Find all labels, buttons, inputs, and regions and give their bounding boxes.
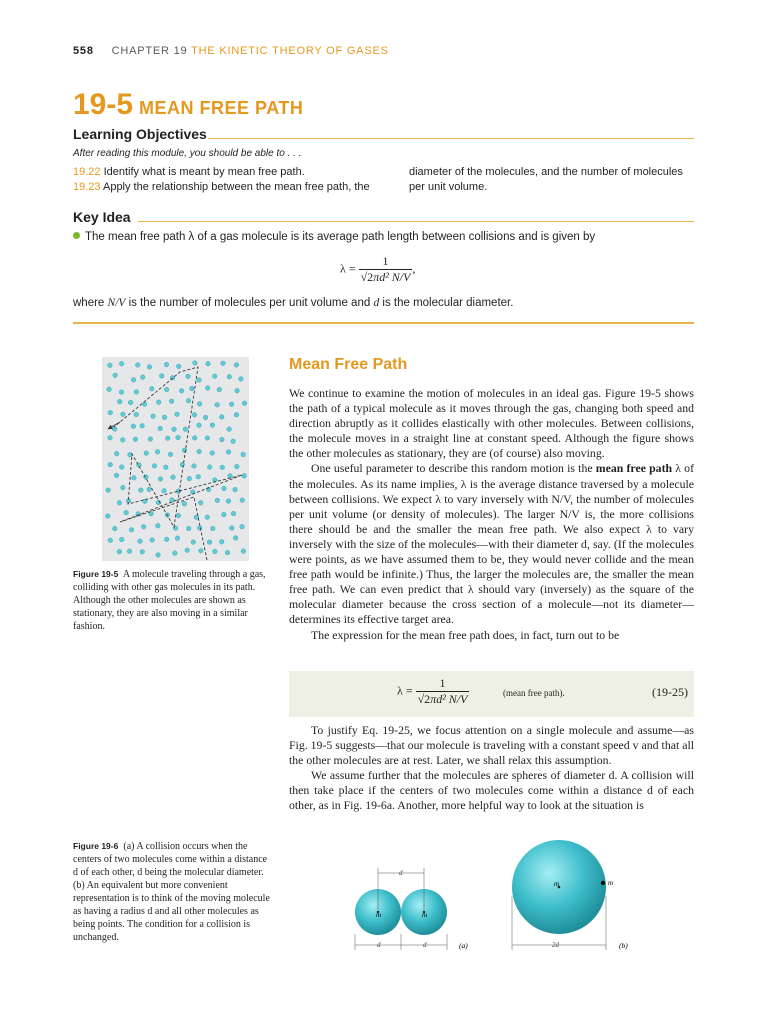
- gas-molecule: [173, 551, 178, 556]
- gas-molecule: [185, 548, 190, 553]
- gas-molecule: [219, 540, 224, 545]
- gas-molecule: [119, 390, 124, 395]
- gas-molecule: [227, 374, 232, 379]
- gas-molecule: [235, 388, 240, 393]
- gas-molecule: [205, 436, 210, 441]
- gas-molecule: [175, 536, 180, 541]
- gas-molecule: [128, 400, 133, 405]
- gas-molecule: [152, 464, 157, 469]
- gas-molecule: [176, 435, 181, 440]
- svg-text:d: d: [377, 941, 381, 949]
- gas-molecule: [135, 363, 140, 368]
- gas-molecule: [121, 485, 126, 490]
- key-idea-heading: Key Idea: [73, 209, 131, 225]
- point-molecule: [601, 881, 605, 885]
- gas-molecule: [162, 489, 167, 494]
- gas-molecule: [241, 452, 246, 457]
- gas-molecule: [231, 511, 236, 516]
- gas-molecule: [117, 399, 122, 404]
- gas-molecule: [221, 361, 226, 366]
- figure-19-6-image: [340, 836, 640, 965]
- gas-molecule: [106, 488, 111, 493]
- gas-molecule: [176, 513, 181, 518]
- gas-molecule: [156, 524, 161, 529]
- gas-molecule: [164, 537, 169, 542]
- gas-molecule: [140, 424, 145, 429]
- gas-molecule: [171, 475, 176, 480]
- page-number: 558: [73, 45, 94, 57]
- gas-molecule: [156, 553, 161, 558]
- dimension-2d-label: 2d: [552, 941, 559, 949]
- gas-molecule: [182, 448, 187, 453]
- section-title: [73, 88, 303, 122]
- gas-molecule: [114, 473, 119, 478]
- section-name: MEAN FREE PATH: [139, 98, 304, 118]
- gas-molecule: [164, 362, 169, 367]
- gas-molecule: [240, 524, 245, 529]
- gas-molecule: [119, 361, 124, 366]
- gas-molecule: [220, 465, 225, 470]
- gas-molecule: [183, 427, 188, 432]
- gas-molecule: [151, 414, 156, 419]
- gas-molecule: [231, 439, 236, 444]
- equation-19-25-box: [289, 671, 694, 717]
- gas-molecule: [230, 526, 235, 531]
- lo-rule: [208, 138, 694, 139]
- gas-molecule: [191, 540, 196, 545]
- gas-molecule: [187, 476, 192, 481]
- gas-molecule: [132, 476, 137, 481]
- section-divider: [73, 322, 694, 324]
- objective-item: 19.22 Identify what is meant by mean free path.: [73, 166, 305, 178]
- gas-molecule: [233, 536, 238, 541]
- gas-molecule: [158, 426, 163, 431]
- gas-molecule: [140, 375, 145, 380]
- running-head: [73, 45, 389, 57]
- main-text-block: [289, 386, 694, 643]
- gas-molecule: [165, 436, 170, 441]
- gas-molecule: [158, 477, 163, 482]
- gas-molecule: [222, 486, 227, 491]
- gas-molecule: [192, 412, 197, 417]
- gas-molecule: [164, 387, 169, 392]
- gas-molecule: [205, 386, 210, 391]
- gas-molecule: [197, 378, 202, 383]
- mass-label: m: [422, 911, 428, 919]
- gas-molecule: [210, 423, 215, 428]
- gas-molecule: [222, 512, 227, 517]
- gas-molecule: [198, 501, 203, 506]
- gas-molecule: [108, 462, 113, 467]
- molecule-path-diagram: [102, 357, 249, 561]
- gas-molecule: [170, 498, 175, 503]
- part-a-label: (a): [459, 941, 468, 950]
- gas-molecule: [124, 510, 129, 515]
- gas-molecule: [226, 499, 231, 504]
- svg-text:m: m: [554, 880, 560, 888]
- objective-list: [73, 165, 393, 195]
- paragraph: The expression for the mean free path does, in fact, turn out to be: [311, 627, 620, 642]
- objective-item: 19.23 Apply the relationship between the mean free path, the: [73, 181, 370, 193]
- gas-molecule: [141, 525, 146, 530]
- gas-molecule: [156, 400, 161, 405]
- gas-molecule: [205, 515, 210, 520]
- gas-molecule: [186, 398, 191, 403]
- equation-number: (19-25): [652, 685, 688, 699]
- gas-molecule: [186, 526, 191, 531]
- gas-molecule: [113, 526, 118, 531]
- gas-molecule: [199, 549, 204, 554]
- gas-molecule: [196, 475, 201, 480]
- gas-molecule: [192, 464, 197, 469]
- paragraph: One useful parameter to describe this random motion is the mean free path λ of the molecules. As its name implies, λ is the average distance traversed by a molecule between collisions. We expect λ to vary inversely with N/V, the number of molecules per unit volume (or density of molecules). The larger N/V is, the more collisions there should be and the smaller the mean free path. We also expect λ to vary inversely with the size of the molecules—with their diameter d, say. (If the molecules were points, as we have assumed them to be, they would never collide and the mean free path would be infinite.) Thus, the larger the molecules are, the smaller the mean free path. We can even predict that λ should vary (inversely) as the square of the molecular diameter because the cross section of a molecule—not its diameter—determines its effective target area.: [289, 461, 695, 627]
- key-idea-rule: [138, 221, 694, 222]
- gas-molecule: [150, 386, 155, 391]
- part-b-label: (b): [619, 941, 628, 950]
- gas-molecule: [206, 361, 211, 366]
- gas-molecule: [239, 377, 244, 382]
- gas-molecule: [147, 365, 152, 370]
- gas-molecule: [186, 374, 191, 379]
- gas-molecule: [207, 540, 212, 545]
- paragraph: We continue to examine the motion of molecules in an ideal gas. Figure 19-5 shows the path of a typical molecule as it moves through the gas, changing both speed and direction abruptly as it collides elastically with other molecules. Between collisions, the molecule moves in a straight line at constant speed. Although the figure shows the other molecules as stationary, they are (of course) also moving.: [289, 386, 694, 461]
- gas-molecule: [225, 550, 230, 555]
- gas-molecule: [168, 452, 173, 457]
- gas-molecule: [108, 363, 113, 368]
- gas-molecule: [113, 373, 118, 378]
- gas-molecule: [133, 437, 138, 442]
- gas-molecule: [215, 403, 220, 408]
- gas-molecule: [217, 387, 222, 392]
- gas-molecule: [197, 449, 202, 454]
- gas-molecule: [213, 549, 218, 554]
- gas-molecule: [108, 410, 113, 415]
- gas-molecule: [129, 528, 134, 533]
- chapter-label: CHAPTER 19: [111, 45, 188, 57]
- gas-molecule: [240, 498, 245, 503]
- gas-molecule: [180, 462, 185, 467]
- gas-molecule: [242, 401, 247, 406]
- gas-molecule: [207, 465, 212, 470]
- gas-molecule: [117, 549, 122, 554]
- gas-molecule: [234, 413, 239, 418]
- key-idea-equation: λ = $\frac{1}{\text{√2πd² N/V}}$ ,: [340, 254, 416, 284]
- gas-molecule: [121, 412, 126, 417]
- gas-molecule: [119, 537, 124, 542]
- gas-molecule: [108, 538, 113, 543]
- gas-molecule: [228, 474, 233, 479]
- bold-term: mean free path: [595, 461, 673, 476]
- gas-molecule: [150, 538, 155, 543]
- gas-molecule: [212, 374, 217, 379]
- gas-molecule: [229, 402, 234, 407]
- gas-molecule: [203, 415, 208, 420]
- gas-molecule: [241, 549, 246, 554]
- gas-molecule: [144, 451, 149, 456]
- gas-molecule: [113, 427, 118, 432]
- gas-molecule: [197, 423, 202, 428]
- gas-molecule: [233, 487, 238, 492]
- gas-molecule: [114, 451, 119, 456]
- collision-diagram: [340, 836, 640, 960]
- gas-molecule: [182, 501, 187, 506]
- figure-19-6-caption: Figure 19-6 (a) A collision occurs when the centers of two molecules come within a distance d of each other, d being the molecular diameter. (b) An equivalent but more convenient representation is to think of the moving molecule as having a radius d and all other molecules as being points. The condition for a collision is unchanged.: [73, 841, 270, 943]
- svg-text:d: d: [423, 941, 427, 949]
- gas-molecule: [197, 526, 202, 531]
- paragraph: We assume further that the molecules are spheres of diameter d. A collision will then take place if the centers of two molecules come within a distance d of each other, as in Fig. 19-6a. Another, more helpful way to look at the situation is: [289, 768, 694, 813]
- gas-molecule: [134, 390, 139, 395]
- gas-molecule: [120, 438, 125, 443]
- gas-molecule: [234, 363, 239, 368]
- figure-19-5-caption: Figure 19-5 A molecule traveling through a gas, colliding with other gas molecules in its path. Although the other molecules are shown as stationary, they are also moving in a similar fashion.: [73, 569, 266, 632]
- gas-molecule: [179, 389, 184, 394]
- gas-molecule: [162, 415, 167, 420]
- gas-molecule: [175, 412, 180, 417]
- chapter-title: THE KINETIC THEORY OF GASES: [191, 45, 389, 57]
- section-number: 19-5: [73, 88, 134, 121]
- gas-molecule: [242, 474, 247, 479]
- gas-molecule: [169, 399, 174, 404]
- svg-text:m: m: [608, 879, 614, 887]
- gas-molecule: [119, 465, 124, 470]
- subsection-heading: Mean Free Path: [289, 356, 408, 373]
- gas-molecule: [220, 437, 225, 442]
- gas-molecule: [215, 498, 220, 503]
- gas-molecule: [155, 450, 160, 455]
- learning-objectives-intro: After reading this module, you should be able to . . .: [73, 148, 302, 159]
- learning-objectives-heading: Learning Objectives: [73, 126, 207, 142]
- gas-molecule: [138, 539, 143, 544]
- gas-molecule: [140, 550, 145, 555]
- gas-molecule: [139, 488, 144, 493]
- gas-molecule: [211, 526, 216, 531]
- gas-molecule: [192, 436, 197, 441]
- gas-molecule: [117, 501, 122, 506]
- gas-molecule: [148, 437, 153, 442]
- gas-molecule: [134, 412, 139, 417]
- gas-molecule: [147, 487, 152, 492]
- key-idea-after: where N/V is the number of molecules per unit volume and d is the molecular diameter.: [73, 297, 514, 309]
- gas-molecule: [127, 549, 132, 554]
- gas-molecule: [210, 451, 215, 456]
- gas-molecule: [131, 424, 136, 429]
- gas-molecule: [164, 465, 169, 470]
- main-text-block-2: [289, 723, 694, 814]
- gas-molecule: [190, 386, 195, 391]
- gas-molecule: [159, 374, 164, 379]
- gas-molecule: [193, 361, 198, 366]
- gas-molecule: [197, 402, 202, 407]
- gas-molecule: [131, 378, 136, 383]
- gas-molecule: [172, 427, 177, 432]
- gas-molecule: [227, 427, 232, 432]
- gas-molecule: [107, 387, 112, 392]
- gas-molecule: [219, 415, 224, 420]
- key-idea-text: The mean free path λ of a gas molecule is its average path length between collisions and is given by: [73, 231, 595, 243]
- dimension-d-label: d: [399, 869, 403, 877]
- paragraph: To justify Eq. 19-25, we focus attention on a single molecule and assume—as Fig. 19-5 suggests—that our molecule is traveling with a constant speed v and that all the other molecules are at rest. Later, we shall relax this assumption.: [289, 723, 694, 768]
- gas-molecule: [176, 364, 181, 369]
- gas-molecule: [106, 514, 111, 519]
- equation-19-25: λ = $\frac{1}{\text{√2πd² N/V}}$: [397, 676, 468, 706]
- figure-19-5-image: [102, 357, 249, 561]
- equation-note: (mean free path).: [503, 688, 565, 698]
- gas-molecule: [235, 464, 240, 469]
- gas-molecule: [226, 450, 231, 455]
- bullet-icon: [73, 232, 80, 239]
- objective-continuation: diameter of the molecules, and the number of molecules per unit volume.: [409, 166, 683, 193]
- gas-molecule: [108, 436, 113, 441]
- gas-molecule: [142, 402, 147, 407]
- mass-label: m: [376, 911, 382, 919]
